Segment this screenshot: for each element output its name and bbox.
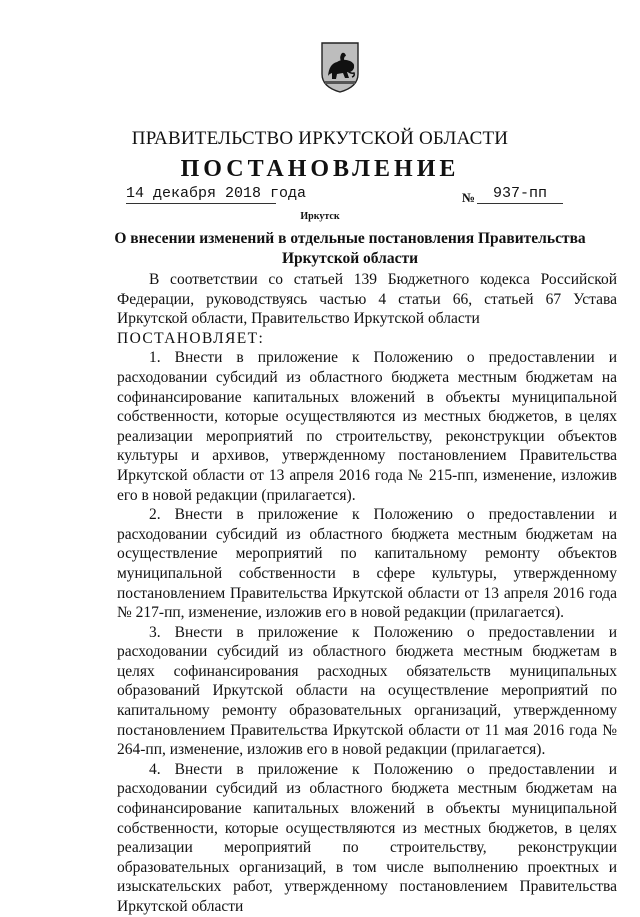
city-name: Иркутск <box>300 211 340 222</box>
government-name: ПРАВИТЕЛЬСТВО ИРКУТСКОЙ ОБЛАСТИ <box>131 128 509 149</box>
document-date: 14 декабря 2018 года <box>126 185 307 202</box>
item-paragraph-2: 2. Внести в приложение к Положению о предоставлении и расходовании субсидий из областного бюджета местным бюджетам на осуществление мероприятий по капитальному ремонту объектов муниципальной собственности в сфере культуры, утвержденному постановлением Правительства Иркутской области от 13 апреля 2016 года № 217-пп, изменение, изложив его в новой редакции (прилагается). <box>117 506 617 622</box>
item-paragraph-3: 3. Внести в приложение к Положению о предоставлении и расходовании субсидий из областного бюджета местным бюджетам в целях софинансирования расходных обязательств муниципальных образований Иркутской области на осуществление мероприятий по капитальному ремонту образовательных организаций, утвержденному постановлением Правительства Иркутской области от 11 мая 2016 года № 264-пп, изменение, изложив его в новой редакции (прилагается). <box>117 623 617 759</box>
document-body <box>117 270 617 917</box>
number-sign: № <box>462 190 476 205</box>
document-title: О внесении изменений в отдельные постановления Правительства Иркутской области <box>114 230 586 267</box>
preamble-paragraph: В соответствии со статьей 139 Бюджетного кодекса Российской Федерации, руководствуясь частью 4 статьи 66, статьей 67 Устава Иркутской области, Правительство Иркутской области <box>117 271 617 328</box>
document-number: 937-пп <box>477 185 563 204</box>
coat-of-arms-icon <box>319 40 361 94</box>
item-paragraph-4: 4. Внести в приложение к Положению о предоставлении и расходовании субсидий из областного бюджета местным бюджетам на софинансирование капитальных вложений в объекты муниципальной собственности, которые осуществляются из местных бюджетов, в целях реализации мероприятий по строительству, реконструкции образовательных организаций, в том числе выполнению проектных и изыскательских работ, утвержденному постановлением Правительства Иркутской области <box>117 760 617 915</box>
item-paragraph-1: 1. Внести в приложение к Положению о предоставлении и расходовании субсидий из областного бюджета местным бюджетам на софинансирование капитальных вложений в объекты муниципальной собственности, которые осуществляются из местных бюджетов, в целях реализации мероприятий по строительству, реконструкции объектов культуры и архивов, утвержденному постановлением Правительства Иркутской области от 13 апреля 2016 года № 215-пп, изменение, изложив его в новой редакции (прилагается). <box>117 349 617 504</box>
resolves-heading: ПОСТАНОВЛЯЕТ: <box>117 329 265 347</box>
document-type: ПОСТАНОВЛЕНИЕ <box>180 156 460 182</box>
